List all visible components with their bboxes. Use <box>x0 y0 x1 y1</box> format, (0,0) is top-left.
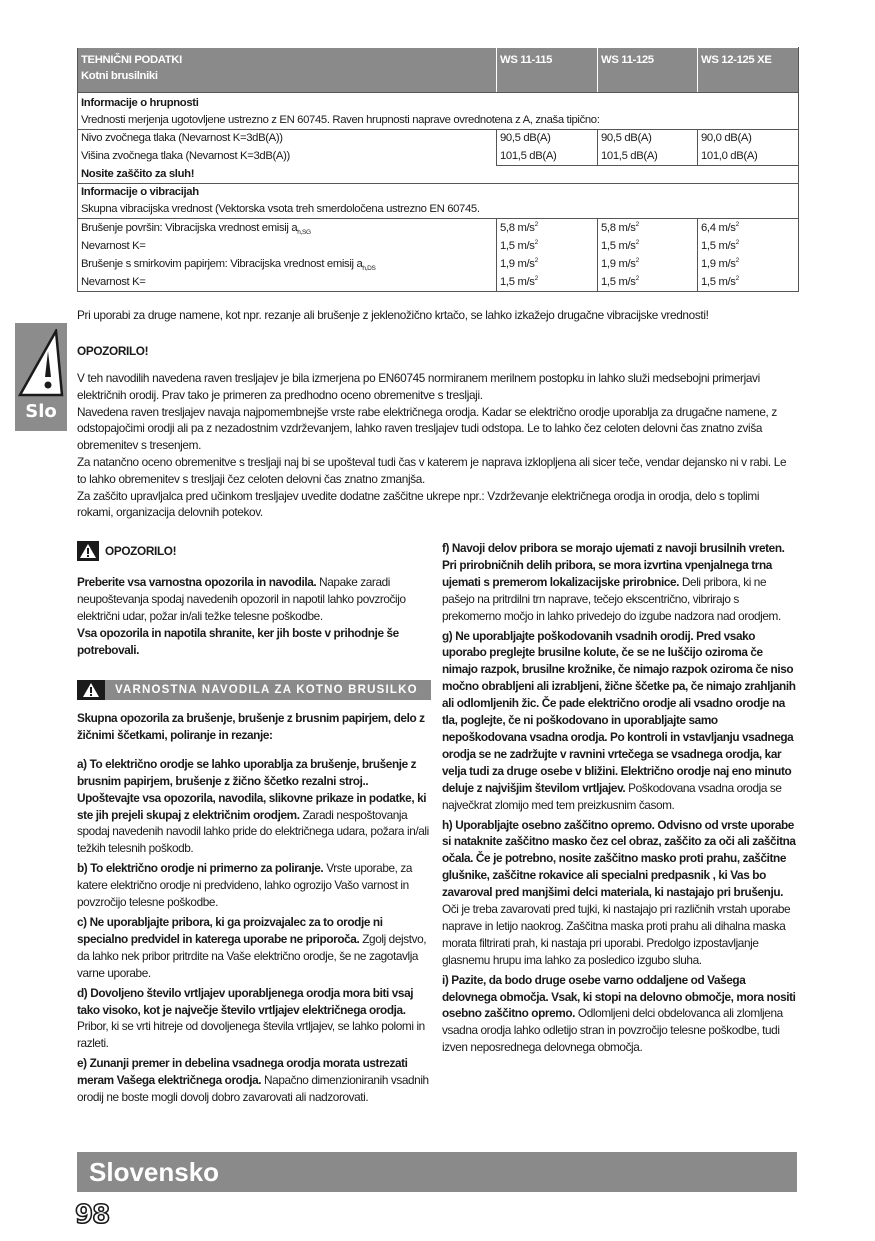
sound-pressure-label: Nivo zvočnega tlaka (Nevarnost K=3dB(A)) <box>81 132 283 145</box>
table-row <box>78 165 799 183</box>
model-header: WS 12-125 XE <box>698 48 799 93</box>
section-header <box>77 680 431 700</box>
warning-title: OPOZORILO! <box>77 344 149 358</box>
warning-title: OPOZORILO! <box>105 544 177 558</box>
noise-heading: Informacije o hrupnosti <box>81 97 199 109</box>
warning-label <box>77 540 176 562</box>
language-code: Slo <box>25 401 57 422</box>
table-cell: 90,0 dB(A) <box>701 132 752 145</box>
paragraph: Navedena raven tresljajev navaja najpomembnejše vrste rabe električnega orodja. Kadar se električno orodje uporablja za drugačne namene, z odstopajočimi orodji ali pa z nezadostnim vzdrževanjem, lahko raven tresljajev tudi odstopa. Le to lahko čez celoten delovni čas znatno zviša obremenitev s tresenjem. <box>77 404 777 453</box>
sound-power-label: Višina zvočnega tlaka (Nevarnost K=3dB(A)) <box>81 149 290 162</box>
warning-icon <box>77 680 105 700</box>
table-row <box>78 219 799 292</box>
list-item: c) Ne uporabljajte pribora, ki ga proizvajalec za to orodje ni specialno predvidel in katerega uporabe ne priporoča. Zgolj dejstvo, da lahko nek pribor pritrdite na Vaše električno orodje, še ne zagotavlja varne uporabe. <box>77 914 427 980</box>
list-item: a) To električno orodje se lahko uporablja za brušenje, brušenje z brusnim papirjem, brušenje z žično ščetko rezalni stroj.. Upoštevajte vsa opozorila, navodila, slikovne prikaze in podatke, ki ste jih prejeli skupaj z električnim orodjem. Zaradi nespoštovanja spodaj navedenih navodil lahko pride do električnega udara, požara in/ali težkih telesnih poškodb. <box>77 756 429 856</box>
list-item: i) Pazite, da bodo druge osebe varno oddaljene od Vašega delovnega območja. Vsak, ki stopi na delovno območje, mora nositi osebno zaščitno opremo. Odlomljeni delci obdelovanca ali zlomljena vsadna orodja lahko odletijo stran in povzročijo telesne poškodbe, tudi izven neposrednega delovnega območja. <box>442 972 796 1055</box>
table-cell: 1,5 $m/s^2$ <box>601 275 639 289</box>
noise-description: Vrednosti merjenja ugotovljene ustrezno z EN 60745. Raven hrupnosti naprave ovrednotena z A, znaša tipično: <box>81 114 600 127</box>
table-cell: 1,5 $m/s^2$ <box>601 239 639 253</box>
ear-protection-warning: Nosite zaščito za sluh! <box>81 167 195 180</box>
table-cell: 5,8 $m/s^2$ <box>500 221 538 235</box>
table-cell: 101,5 dB(A) <box>601 149 658 162</box>
safety-instructions-right <box>442 540 798 1059</box>
technical-data-table <box>77 47 799 292</box>
table-row <box>78 93 799 130</box>
vibration-note: Pri uporabi za druge namene, kot npr. rezanje ali brušenje z jeklenožično krtačo, se lahko izkažejo drugačne vibracijske vrednosti! <box>77 308 709 322</box>
paragraph: Za natančno oceno obremenitve s tresljaji naj bi se upošteval tudi čas v katerem je naprava izklopljena ali sicer teče, vendar dejansko ni v rabi. Le to lahko obremenitev s tresljaji čez celoten delovni čas znatno zmanjša. <box>77 454 787 486</box>
table-cell: 1,5 $m/s^2$ <box>500 275 538 289</box>
table-title-cell <box>78 48 497 93</box>
page-number: 98 <box>75 1200 110 1230</box>
uncertainty-label: Nevarnost K= <box>81 240 146 253</box>
table-header-row <box>78 48 799 93</box>
safety-instructions-left <box>77 710 431 1109</box>
warning-body <box>77 370 795 521</box>
table-cell: 101,0 dB(A) <box>701 149 758 162</box>
table-cell: 90,5 dB(A) <box>601 132 652 145</box>
list-item: d) Dovoljeno število vrtljajev uporabljenega orodja mora biti vsaj tako visoko, kot je največje število vrtljajev električnega orodja. Pribor, ki se vrti hitreje od dovoljenega števila vrtljajev, se lahko polomi in razleti. <box>77 985 425 1051</box>
table-cell: 1,9 $m/s^2$ <box>601 257 639 271</box>
table-row <box>78 130 799 165</box>
table-cell: 1,9 $m/s^2$ <box>701 257 739 271</box>
language-tab <box>15 323 67 431</box>
model-header: WS 11-125 <box>598 48 698 93</box>
vibration-description: Skupna vibracijska vrednost (Vektorska vsota treh smerdoločena ustrezno EN 60745. <box>81 203 480 216</box>
table-cell: 90,5 dB(A) <box>500 132 551 145</box>
footer-language-bar: Slovensko <box>77 1152 797 1192</box>
vibration-heading: Informacije o vibracijah <box>81 186 199 199</box>
list-item: e) Zunanji premer in debelina vsadnega orodja morata ustrezati meram Vašega električnega orodja. Napačno dimenzioniranih vsadnih orodij ne boste mogli dovolj dobro zavarovati ali nadzorovati. <box>77 1056 429 1105</box>
paragraph: V teh navodilih navedena raven tresljajev je bila izmerjena po EN60745 normiranem merilnem postopku in lahko služi medsebojni primerjavi električnih orodij. Prav tako je primeren za predhodno oceno obremenitve s tresljaji. <box>77 371 760 402</box>
table-cell: 1,5 $m/s^2$ <box>701 239 739 253</box>
list-item: b) To električno orodje ni primerno za poliranje. Vrste uporabe, za katere električno orodje ni predvideno, lahko ogrozijo Vašo varnost in povzročijo telesne poškodbe. <box>77 861 413 910</box>
list-item: f) Navoji delov pribora se morajo ujemati z navoji brusilnih vreten. Pri prirobničnih delih pribora, se mora izvrtina vpenjalnega trna ujemati s premerom lokalizacijske prirobnice. Deli pribora, ki ne pašejo na pritrdilni trn naprave, tečejo ekscentrično, vibrirajo s prekomerno močjo in lahko privedejo do izgube nadzora nad orodjem. <box>442 541 785 623</box>
warning-triangle-icon <box>18 329 64 399</box>
model-header: WS 11-115 <box>497 48 598 93</box>
table-cell: 1,9 $m/s^2$ <box>500 257 538 271</box>
sanding-label: Brušenje s smirkovim papirjem: Vibracijska vrednost emisij a <box>81 258 363 271</box>
table-cell: 1,5 $m/s^2$ <box>701 275 739 289</box>
table-title: TEHNIČNI PODATKI <box>81 54 182 66</box>
uncertainty-label: Nevarnost K= <box>81 276 146 289</box>
table-subtitle: Kotni brusilniki <box>81 70 158 82</box>
table-row <box>78 184 799 219</box>
grinding-label: Brušenje površin: Vibracijska vrednost emisij a <box>81 222 298 235</box>
list-item: g) Ne uporabljajte poškodovanih vsadnih orodij. Pred vsako uporabo preglejte brusilne kolute, če se ne luščijo oziroma če nimajo razpok, brusilne krožnike, če nimajo razpok oziroma če niso močno obrabljeni ali izrabljeni, žične ščetke pa, če nimajo zrahljanih ali odlomljenih žic. Če pade električno orodje ali vsadno orodje na tla, poglejte, če ni poškodovano in uporabljajte samo nepoškodovana vsadna orodja. Po kontroli in vstavljanju vsadnega orodja se ne zadržujte v ravnini vrtečega se vsadnega orodja, kar velja tudi za druge osebe v bližini. Električno orodje naj eno minuto deluje z najvišjim številom vrtljajev. Poškodovana vsadna orodja se največkrat zlomijo med tem preizkusnim časom. <box>442 628 796 812</box>
table-cell: 6,4 $m/s^2$ <box>701 221 739 235</box>
section-title: VARNOSTNA NAVODILA ZA KOTNO BRUSILKO <box>115 684 418 696</box>
table-cell: 5,8 $m/s^2$ <box>601 221 639 235</box>
warning-icon <box>77 541 99 561</box>
grinding-subscript: h,SG <box>297 229 311 237</box>
paragraph: Za zaščito upravljalca pred učinkom tresljajev uvedite dodatne zaščitne ukrepe npr.: Vzdrževanje električnega orodja in orodja, delo s toplimi rokami, organizacija delovnih potekov. <box>77 488 760 520</box>
list-item: h) Uporabljajte osebno zaščitno opremo. Odvisno od vrste uporabe si nataknite zaščitno masko čez cel obraz, zaščito za oči ali zaščitna očala. Če je potrebno, nosite zaščitno masko proti prahu, zaščitne glušnike, zaščitne rokavice ali specialni predpasnik , ki Vas bo zavaroval pred manjšimi delci materiala, ki nastajajo pri brušenju. Oči je treba zavarovati pred tujki, ki nastajajo pri različnih vrstah uporabe naprave in letijo naokrog. Zaščitna maska proti prahu ali dihalna maska morata filtrirati prah, ki nastaja pri uporabi. Predolgo izpostavljanje glasnemu hrupu ima lahko za posledico izgubo sluha. <box>442 817 796 967</box>
sanding-subscript: h,DS <box>362 265 376 273</box>
section-intro: Skupna opozorila za brušenje, brušenje z brusnim papirjem, delo z žičnimi ščetkami, poliranje in rezanje: <box>77 711 425 742</box>
table-cell: 101,5 dB(A) <box>500 149 557 162</box>
table-cell: 1,5 $m/s^2$ <box>500 239 538 253</box>
warning-text: Preberite vsa varnostna opozorila in navodila. Napake zaradi neupoštevanja spodaj navedenih opozoril in napotil lahko povzročijo električni udar, požar in/ali težke telesne poškodbe. Vsa opozorila in napotila shranite, ker jih boste v prihodnje še potrebovali. <box>77 575 406 657</box>
